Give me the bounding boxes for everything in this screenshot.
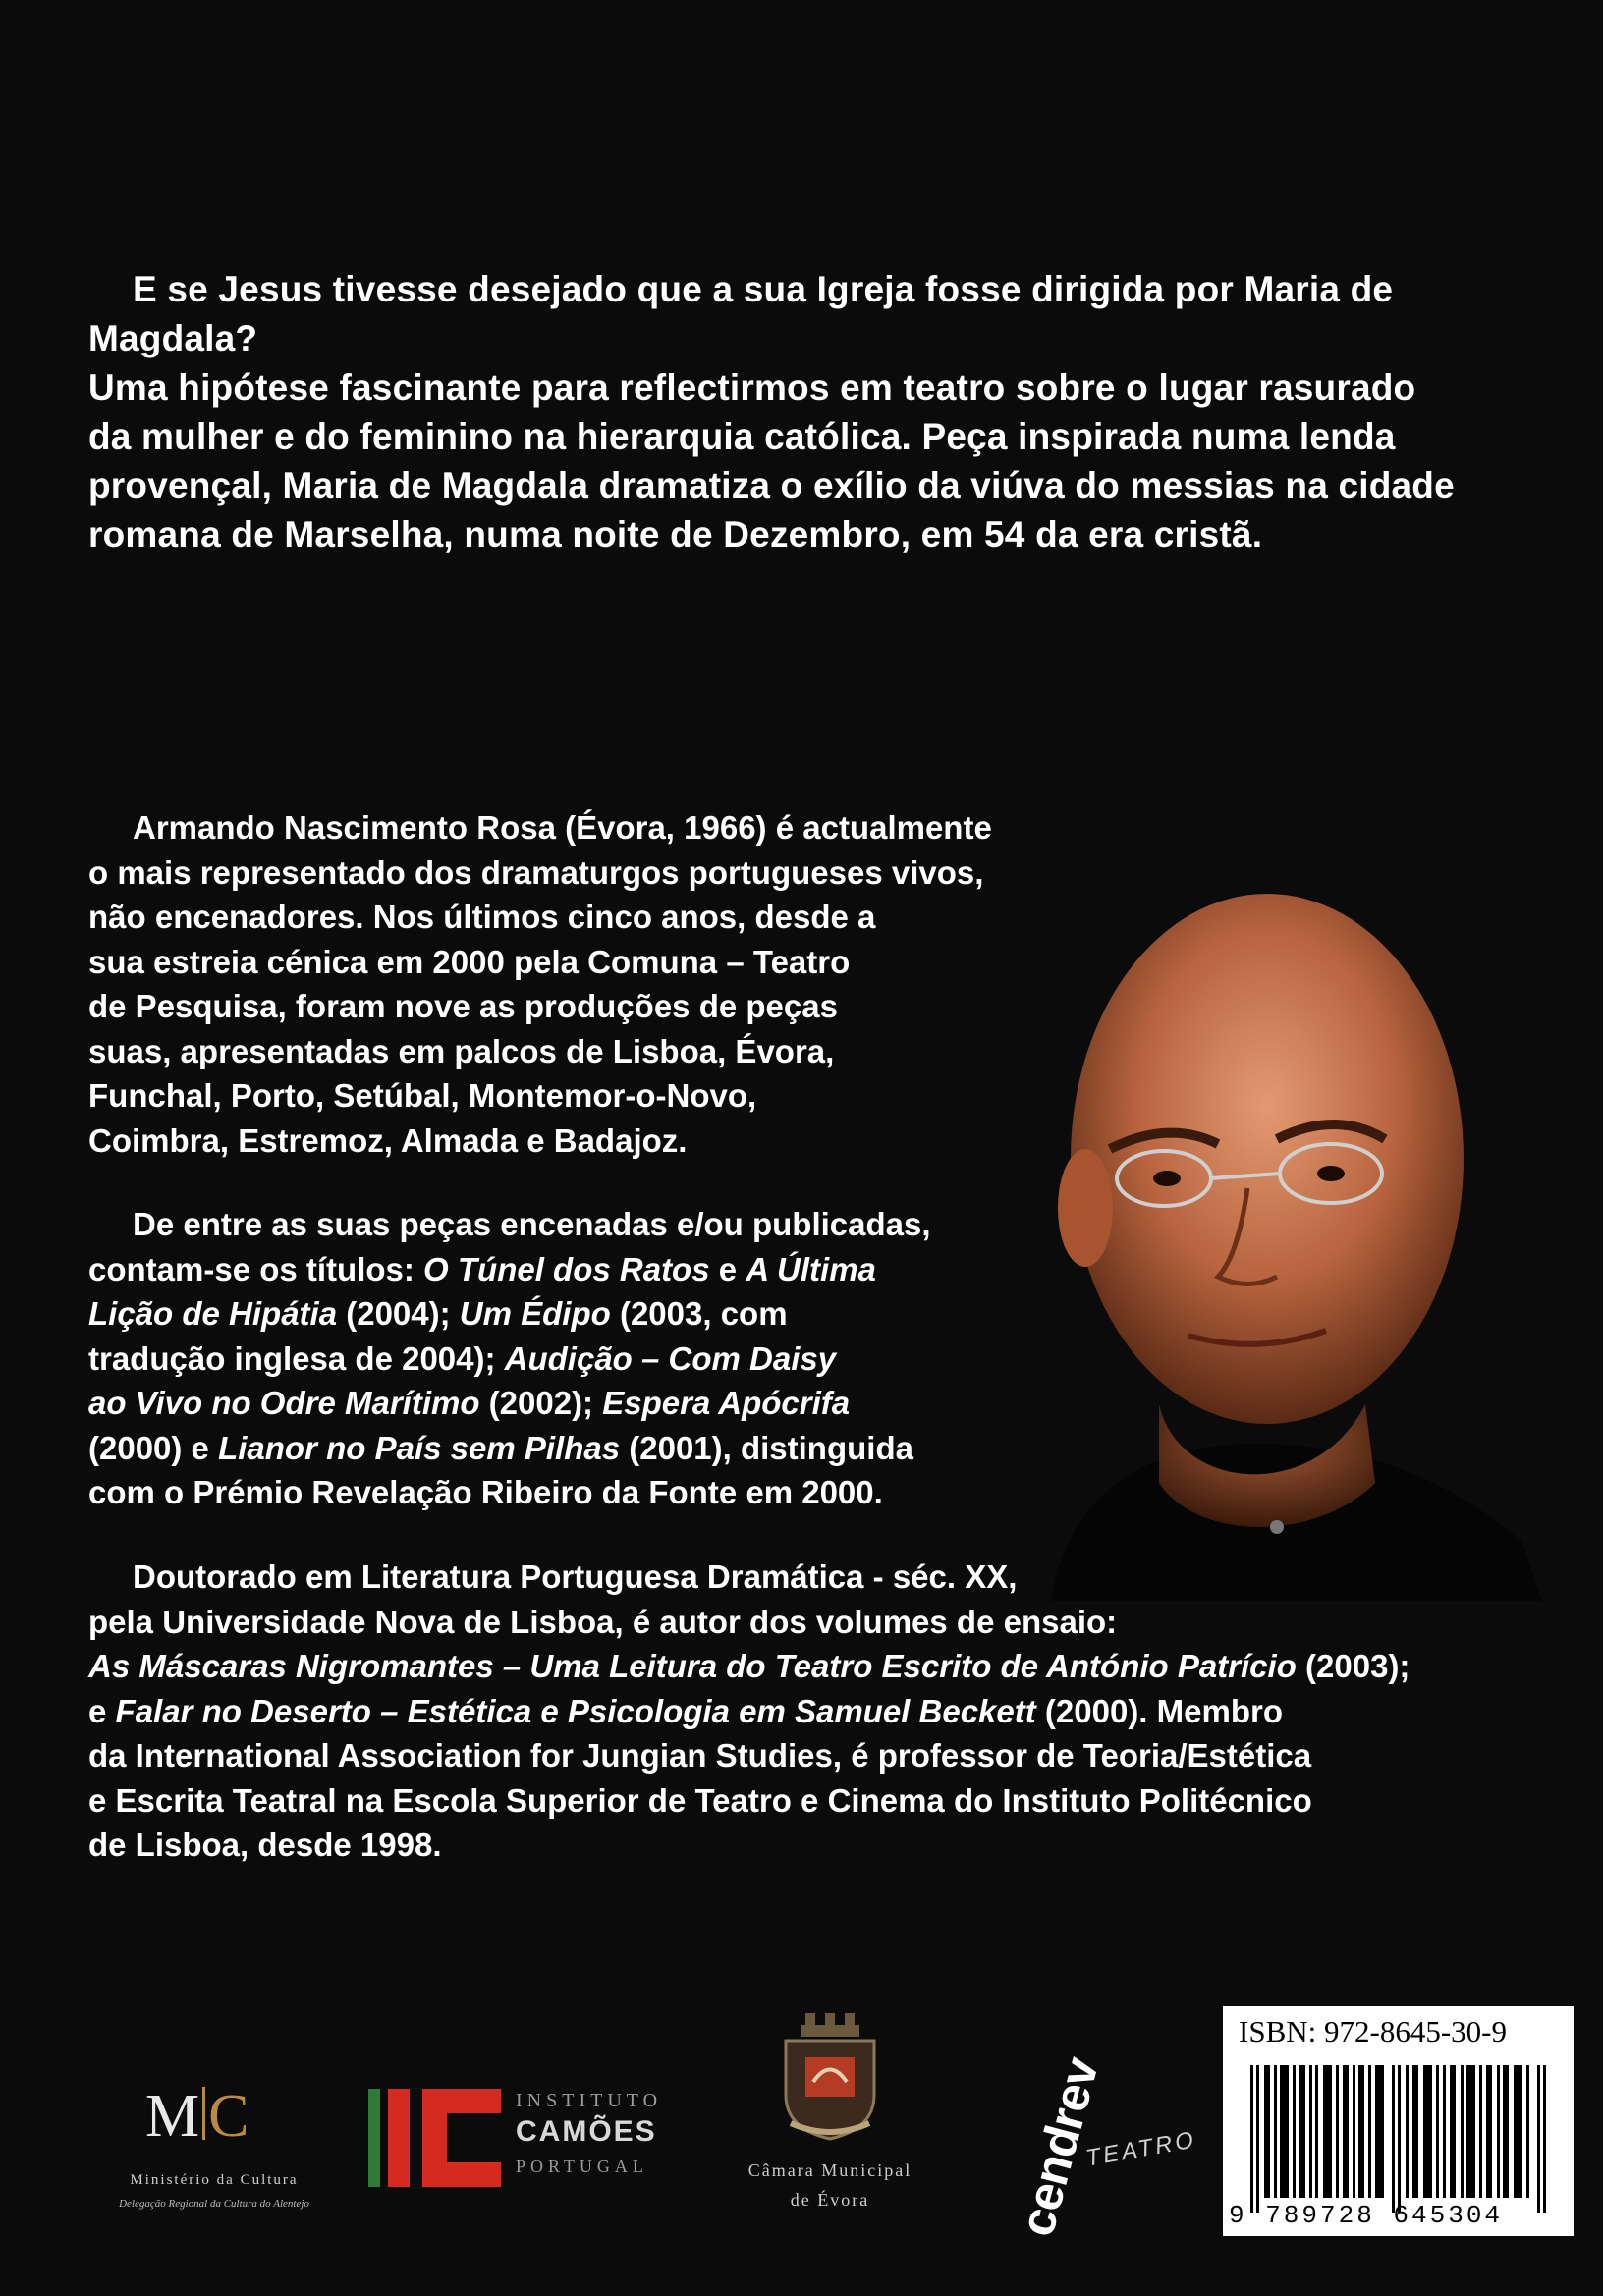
bio-text: (2000). Membro	[1035, 1692, 1283, 1729]
mc-mark-m: M	[145, 2083, 200, 2150]
bio-text: (2002);	[479, 1385, 603, 1421]
blurb-line: E se Jesus tivesse desejado que a sua Igreja fosse dirigida por Maria de Magdala?	[88, 269, 1394, 358]
bio-text: e	[709, 1250, 746, 1287]
play-title: Audição – Com Daisy	[504, 1339, 837, 1377]
evora-line1: Câmara Municipal	[747, 2160, 912, 2180]
camoes-line2: CAMÕES	[516, 2115, 657, 2148]
author-bio-paragraph-3	[88, 1555, 1503, 1868]
bio-text: contam-se os títulos:	[88, 1250, 424, 1287]
camoes-mark-icon	[368, 2084, 501, 2197]
author-photo	[992, 854, 1542, 1601]
bio-line: não encenadores. Nos últimos cinco anos, desde a	[88, 899, 876, 935]
bio-line: Funchal, Porto, Setúbal, Montemor-o-Novo,	[88, 1077, 757, 1114]
evora-coat-of-arms-icon	[776, 2013, 884, 2141]
evora-line2: de Évora	[790, 2190, 870, 2210]
bio-line: de Lisboa, desde 1998.	[88, 1827, 442, 1863]
camara-evora-logo	[717, 2013, 943, 2239]
isbn-label: ISBN: 972-8645-30-9	[1239, 2014, 1507, 2049]
bio-line: pela Universidade Nova de Lisboa, é autor dos volumes de ensaio:	[88, 1603, 1118, 1640]
author-bio-paragraph-2	[88, 1202, 1051, 1515]
blurb-line: romana de Marselha, numa noite de Dezembro, em 54 da era cristã.	[88, 515, 1263, 555]
bio-line: da International Association for Jungian Studies, é professor de Teoria/Estética	[88, 1737, 1312, 1774]
camoes-line3: PORTUGAL	[516, 2157, 648, 2176]
bio-line: suas, apresentadas em palcos de Lisboa, Évora,	[88, 1032, 835, 1069]
author-bio-paragraph-1	[88, 805, 1051, 1163]
mc-line2: Delegação Regional da Cultura do Alentejo	[119, 2198, 309, 2210]
bio-line: sua estreia cénica em 2000 pela Comuna – Teatro	[88, 943, 851, 980]
blurb-line: Uma hipótese fascinante para reflectirmos em teatro sobre o lugar rasurado	[88, 367, 1416, 408]
bio-line: o mais representado dos dramaturgos portugueses vivos,	[88, 853, 984, 891]
mc-mark-c: C	[208, 2083, 249, 2150]
mc-line1: Ministério da Cultura	[130, 2172, 299, 2188]
bio-line: Coimbra, Estremoz, Almada e Badajoz.	[88, 1121, 688, 1159]
bio-line: Doutorado em Literatura Portuguesa Dramática - séc. XX,	[133, 1558, 1018, 1595]
bio-text: (2000) e	[88, 1429, 219, 1466]
play-title: Um Édipo	[459, 1295, 611, 1332]
blurb-line: da mulher e do feminino na hierarquia católica. Peça inspirada numa lenda	[88, 416, 1396, 457]
play-title: O Túnel dos Ratos	[423, 1250, 710, 1287]
bio-text: tradução inglesa de 2004);	[88, 1339, 505, 1377]
bio-line: Armando Nascimento Rosa (Évora, 1966) é actualmente	[133, 809, 992, 846]
isbn-barcode-box	[1223, 2006, 1574, 2236]
bio-text: (2003, com	[610, 1295, 788, 1332]
essay-title: As Máscaras Nigromantes – Uma Leitura do Teatro Escrito de António Patrício	[88, 1648, 1297, 1684]
bio-text: e	[88, 1692, 116, 1729]
play-title: Espera Apócrifa	[602, 1385, 851, 1421]
play-title: Lianor no País sem Pilhas	[218, 1429, 621, 1466]
blurb-line: provençal, Maria de Magdala dramatiza o exílio da viúva do messias na cidade	[88, 465, 1455, 506]
instituto-camoes-logo	[368, 2082, 663, 2200]
bio-text: (2003);	[1296, 1648, 1410, 1684]
bio-line: com o Prémio Revelação Ribeiro da Fonte em 2000.	[88, 1474, 883, 1510]
play-title: Lição de Hipátia	[88, 1295, 338, 1332]
barcode-digits: 9 789728 645304	[1229, 2201, 1504, 2230]
bio-line: de Pesquisa, foram nove as produções de peças	[88, 988, 838, 1024]
mc-divider	[202, 2087, 205, 2140]
camoes-line1: INSTITUTO	[516, 2090, 663, 2111]
ministerio-cultura-logo	[86, 2082, 342, 2229]
cendrev-logo	[992, 2013, 1198, 2249]
cendrev-sub: TEATRO	[1083, 2126, 1198, 2172]
bio-line: e Escrita Teatral na Escola Superior de Teatro e Cinema do Instituto Politécnico	[88, 1781, 1312, 1819]
play-title: A Última	[746, 1250, 876, 1287]
synopsis-blurb	[88, 265, 1483, 560]
bio-line: De entre as suas peças encenadas e/ou publicadas,	[133, 1206, 931, 1242]
bio-text: (2004);	[337, 1295, 460, 1332]
barcode-icon	[1237, 2065, 1561, 2213]
bio-text: (2001), distinguida	[620, 1429, 913, 1466]
play-title: ao Vivo no Odre Marítimo	[88, 1385, 480, 1421]
essay-title: Falar no Deserto – Estética e Psicologia em Samuel Beckett	[115, 1692, 1036, 1729]
cendrev-word: cendrev	[1009, 2051, 1109, 2242]
